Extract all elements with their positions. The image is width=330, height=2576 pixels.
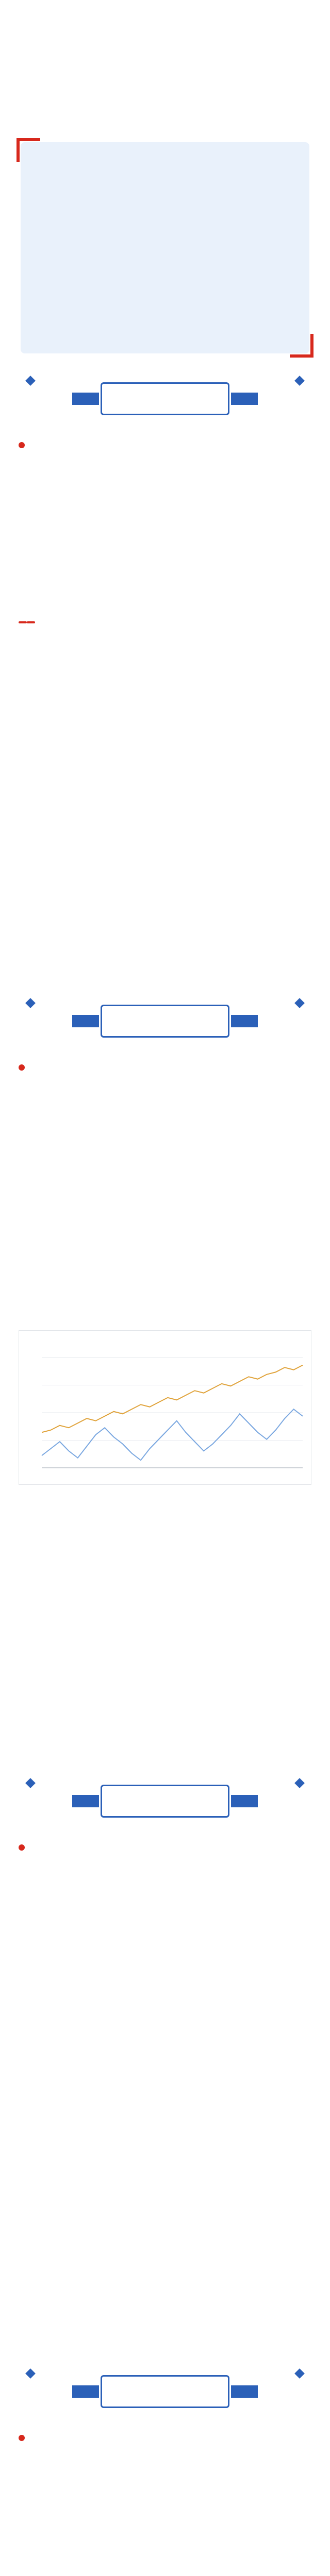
intro-text	[39, 160, 291, 336]
section-banner-2	[15, 996, 315, 1046]
paragraph	[19, 519, 311, 598]
paragraph-highlighted	[19, 1232, 311, 1291]
paragraph	[19, 2233, 311, 2292]
paragraph	[19, 1181, 311, 1220]
article-header	[0, 0, 330, 129]
highlight-pill	[27, 621, 35, 623]
corner-bracket-icon	[16, 138, 40, 162]
paragraph	[19, 1090, 311, 1168]
diamond-icon	[25, 376, 36, 386]
paragraph	[19, 662, 311, 740]
diamond-icon	[25, 2368, 36, 2379]
diamond-icon	[25, 998, 36, 1008]
paragraph	[19, 468, 311, 507]
paragraph	[19, 752, 311, 811]
paragraph	[19, 823, 311, 902]
paragraph-highlighted	[19, 610, 311, 649]
section-banner-4	[15, 2367, 315, 2416]
key-point	[19, 436, 311, 455]
paragraph-highlighted	[19, 2551, 311, 2576]
paragraph	[19, 1513, 311, 1591]
section-banner-3	[15, 1776, 315, 1826]
paragraph	[19, 1870, 311, 1929]
paragraph	[19, 2461, 311, 2539]
intro-box	[21, 142, 309, 353]
paragraph	[19, 2142, 311, 2221]
ribbon-shape	[101, 1785, 229, 1818]
paragraph	[19, 914, 311, 973]
highlight-pill	[19, 621, 27, 623]
ribbon-shape	[101, 1005, 229, 1038]
source-note	[19, 1291, 311, 1318]
series-line-2	[42, 1365, 303, 1432]
chart-note	[19, 1485, 311, 1500]
key-point	[19, 2429, 311, 2448]
diamond-icon	[294, 998, 305, 1008]
paragraph	[19, 2052, 311, 2130]
diamond-icon	[294, 376, 305, 386]
section-banner-1	[15, 374, 315, 423]
paragraph-highlighted	[19, 1694, 311, 1753]
series-line-1	[42, 1409, 303, 1460]
paragraph	[19, 1941, 311, 2039]
article-title	[13, 12, 317, 80]
diamond-icon	[25, 1778, 36, 1788]
paragraph	[19, 1603, 311, 1682]
article-meta	[13, 91, 317, 105]
line-chart-1	[19, 1331, 311, 1485]
key-point	[19, 1058, 311, 1078]
corner-bracket-icon	[290, 334, 314, 358]
quote	[19, 2304, 311, 2343]
ribbon-shape	[101, 2375, 229, 2408]
chart-panel-1	[19, 1330, 311, 1485]
diamond-icon	[294, 2368, 305, 2379]
ribbon-shape	[101, 382, 229, 415]
diamond-icon	[294, 1778, 305, 1788]
key-point	[19, 1838, 311, 1858]
